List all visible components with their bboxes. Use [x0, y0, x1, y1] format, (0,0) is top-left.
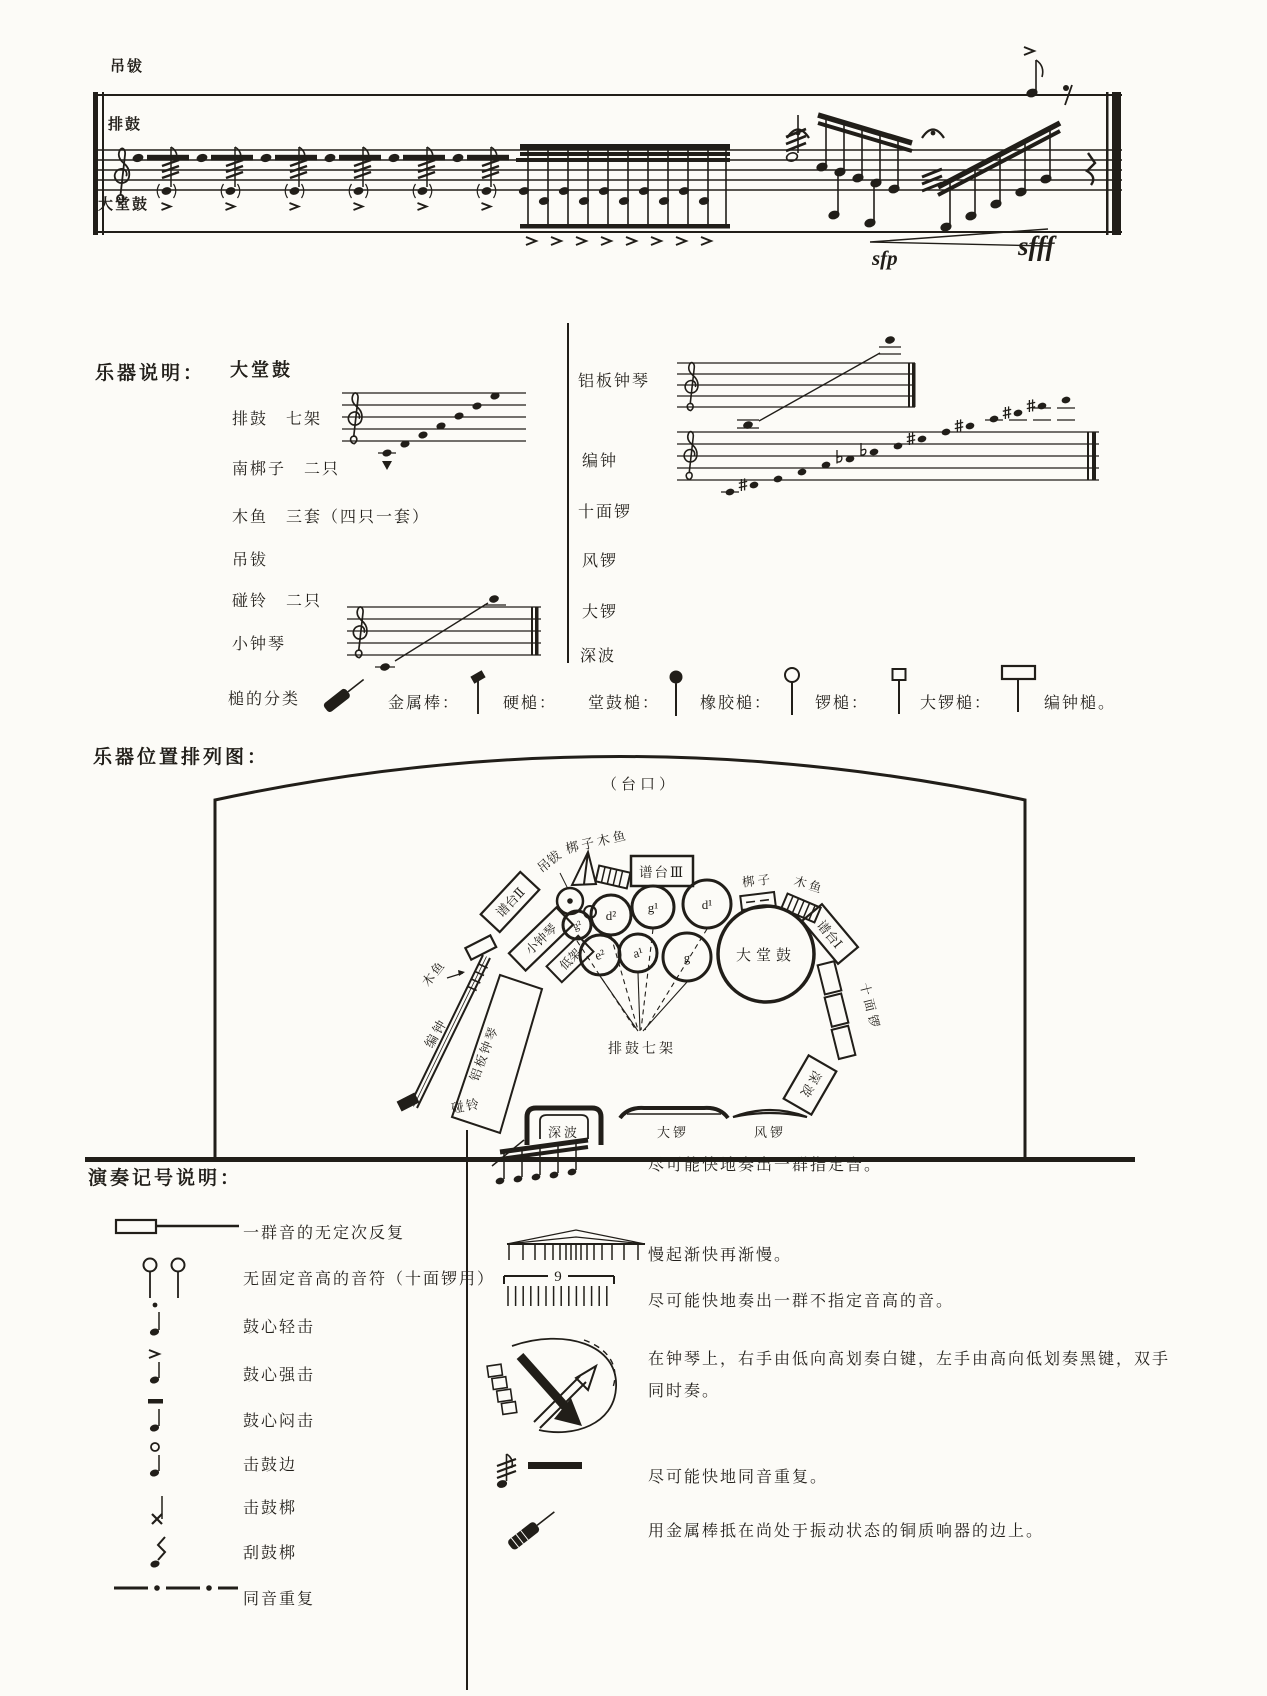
- notation-left-7: 击鼓梆: [243, 1500, 298, 1517]
- instruments-header: 乐器说明：: [95, 363, 206, 384]
- muffled-hit-symbol: [146, 1396, 176, 1440]
- stage-diagram: [200, 705, 1040, 1175]
- svg-text:谱台Ⅱ: 谱台Ⅱ: [492, 884, 528, 921]
- metal-rod-damp-symbol: [498, 1498, 568, 1554]
- score-label-diaobo: 吊钹: [110, 59, 145, 75]
- notation-left-5: 鼓心闷击: [243, 1413, 316, 1430]
- svg-text:深波: 深波: [796, 1068, 824, 1102]
- strong-hit-symbol: [146, 1348, 176, 1392]
- numeral-nine: 9: [554, 1269, 562, 1285]
- shimianluo-label: 十面锣: [857, 981, 883, 1033]
- mallet-big-gong-label: 大锣槌：: [920, 695, 993, 712]
- muyu-block-right-icon: [781, 894, 820, 923]
- paigu-range-staff: [340, 380, 530, 475]
- unpitched-notes-symbol: [138, 1256, 198, 1302]
- bangzi-right-label: 梆子: [741, 872, 774, 890]
- ascending-group: [922, 123, 1060, 232]
- music-stand-2-box: [481, 872, 540, 932]
- wood-hit-symbol: [148, 1486, 178, 1526]
- mallets-header: 槌的分类: [228, 691, 301, 708]
- bangzi-muyu-label: 梆子木鱼: [564, 827, 630, 857]
- repeat-group-symbol: [113, 1216, 243, 1238]
- drum-g-label: g: [683, 950, 691, 965]
- fermata-icon-2: [922, 130, 944, 139]
- instrument-bianzhong: 编钟: [582, 453, 619, 470]
- instrument-xiaozhongqin: 小钟琴: [232, 636, 287, 653]
- half-note-tremolo: [786, 115, 806, 162]
- fast-group-symbol: [490, 1136, 602, 1188]
- muyu-right-label: 木鱼: [792, 873, 827, 897]
- notation-right-5: 尽可能快地同音重复。: [648, 1469, 829, 1486]
- muyu-block-icon: [596, 866, 631, 889]
- drum-d2-label: d²: [605, 908, 617, 923]
- dynamic-sfff: sfff: [1018, 231, 1055, 261]
- rack-head-icon: [465, 935, 496, 959]
- notation-left-6: 击鼓边: [243, 1457, 298, 1474]
- final-note: [1024, 47, 1095, 185]
- lvbanzhongqin-label: 铝板钟琴: [467, 1023, 502, 1084]
- roll-notes: [132, 153, 509, 163]
- descending-group: [816, 115, 912, 228]
- score-label-paigu: 排鼓: [108, 117, 143, 133]
- notation-left-9: 同音重复: [243, 1591, 316, 1608]
- instrument-muyu: 木鱼 三套（四只一套）: [232, 509, 431, 526]
- wedge-mark-icon: [382, 461, 392, 470]
- mallet-metal-rod-label: 金属棒：: [388, 695, 461, 712]
- fengluo-label: 风锣: [753, 1125, 787, 1140]
- mallet-bianzhong-label: 编钟槌。: [1044, 695, 1117, 712]
- stage-header: 乐器位置排列图：: [93, 747, 270, 768]
- scrape-symbol: [148, 1528, 178, 1572]
- drum-a1-label: a¹: [631, 944, 645, 962]
- instrument-shimianluo: 十面锣: [578, 504, 633, 521]
- pengling-label: 碰铃: [449, 1095, 483, 1116]
- dynamic-sfp: sfp: [872, 246, 898, 270]
- drum-g2-label: g²: [570, 918, 584, 934]
- mallet-hard-label: 硬槌：: [503, 695, 558, 712]
- accel-rit-symbol: [503, 1220, 651, 1264]
- notation-divider: [466, 1130, 468, 1690]
- beamed-run: [516, 144, 730, 245]
- paigu-seven-label: 排鼓七架: [608, 1042, 676, 1057]
- xiaozhongqin-staff: [345, 590, 545, 685]
- notation-right-3: 尽可能快地奏出一群不指定音高的音。: [648, 1293, 955, 1310]
- datanggu-label: 大堂鼓: [735, 948, 797, 964]
- treble-clef-icon: [115, 148, 130, 203]
- bianzhong-staff: [675, 390, 1105, 505]
- mallet-gong-label: 锣槌：: [815, 695, 870, 712]
- muyu-left-label: 木鱼: [419, 957, 449, 990]
- glissando-line: [395, 603, 488, 661]
- light-hit-symbol: [146, 1300, 176, 1344]
- instrument-shenbo: 深波: [580, 648, 617, 665]
- keyboard-glissando-symbol: [484, 1326, 634, 1446]
- notation-left-4: 鼓心强击: [243, 1367, 316, 1384]
- notation-right-6: 用金属棒抵在尚处于振动状态的铜质响器的边上。: [648, 1523, 1045, 1540]
- instrument-fengluo: 风锣: [582, 553, 619, 570]
- music-stand-3-label: 谱台Ⅲ: [638, 865, 686, 880]
- fast-same-note-symbol: [492, 1446, 592, 1496]
- mallet-tanggu-label: 堂鼓槌：: [588, 695, 661, 712]
- same-note-repeat-symbol: [112, 1580, 242, 1596]
- notation-left-2: 无固定音高的音符（十面锣用）: [243, 1271, 496, 1288]
- notation-right-4: 在钟琴上，右手由低向高划奏白键，左手由高向低划奏黑键，双手同时奏。: [648, 1351, 1171, 1400]
- mallet-rubber-label: 橡胶槌：: [700, 695, 773, 712]
- instrument-paigu: 排鼓 七架: [232, 411, 323, 428]
- svg-text:小钟琴: 小钟琴: [522, 921, 560, 958]
- notation-left-1: 一群音的无定次反复: [243, 1225, 406, 1242]
- shenbo-label: 深波: [547, 1125, 581, 1140]
- rack-foot-icon: [397, 1093, 420, 1112]
- drum-d1-label: d¹: [701, 897, 713, 912]
- svg-text:低架: 低架: [556, 945, 584, 973]
- instrument-nanbangzi: 南梆子 二只: [232, 461, 341, 478]
- notation-left-3: 鼓心轻击: [243, 1319, 316, 1336]
- fast-unpitched-symbol: [500, 1264, 622, 1314]
- instrument-pengling: 碰铃 二只: [232, 593, 323, 610]
- shimianluo-rack-icon: [816, 961, 858, 1059]
- drum-g1-label: g¹: [647, 900, 659, 915]
- shenbo-box: [784, 1055, 837, 1114]
- bangzi-triangle-icon: [572, 852, 596, 885]
- drum-e2-label: e²: [592, 945, 607, 964]
- fengluo-icon: [733, 1110, 807, 1117]
- bangzi-block-icon: [740, 892, 775, 910]
- daluo-label: 大锣: [656, 1125, 690, 1140]
- stage-bottom-line: [85, 1157, 1135, 1162]
- notation-header: 演奏记号说明：: [88, 1168, 243, 1189]
- instrument-diaobo: 吊钹: [232, 552, 269, 569]
- stage-front-label: （台口）: [601, 777, 679, 793]
- score-label-datanggu: 大堂鼓: [98, 197, 150, 213]
- notation-right-1: 尽可能快地奏出一群指定音。: [648, 1157, 883, 1174]
- svg-text:谱台Ⅰ: 谱台Ⅰ: [813, 917, 846, 952]
- instrument-daluo: 大锣: [582, 604, 619, 621]
- diaobo-label: 吊钹: [534, 847, 564, 876]
- column-divider: [567, 323, 569, 663]
- bianzhong-rack-label: 编钟: [421, 1015, 451, 1051]
- score-system: [80, 45, 1150, 285]
- notation-left-8: 刮鼓梆: [243, 1545, 298, 1562]
- instrument-datanggu: 大堂鼓: [230, 360, 293, 380]
- daluo-icon: [620, 1108, 728, 1118]
- notation-right-2: 慢起渐快再渐慢。: [648, 1247, 793, 1264]
- rim-hit-symbol: [146, 1441, 176, 1485]
- instrument-lvbanzhongqin: 铝板钟琴: [578, 373, 651, 390]
